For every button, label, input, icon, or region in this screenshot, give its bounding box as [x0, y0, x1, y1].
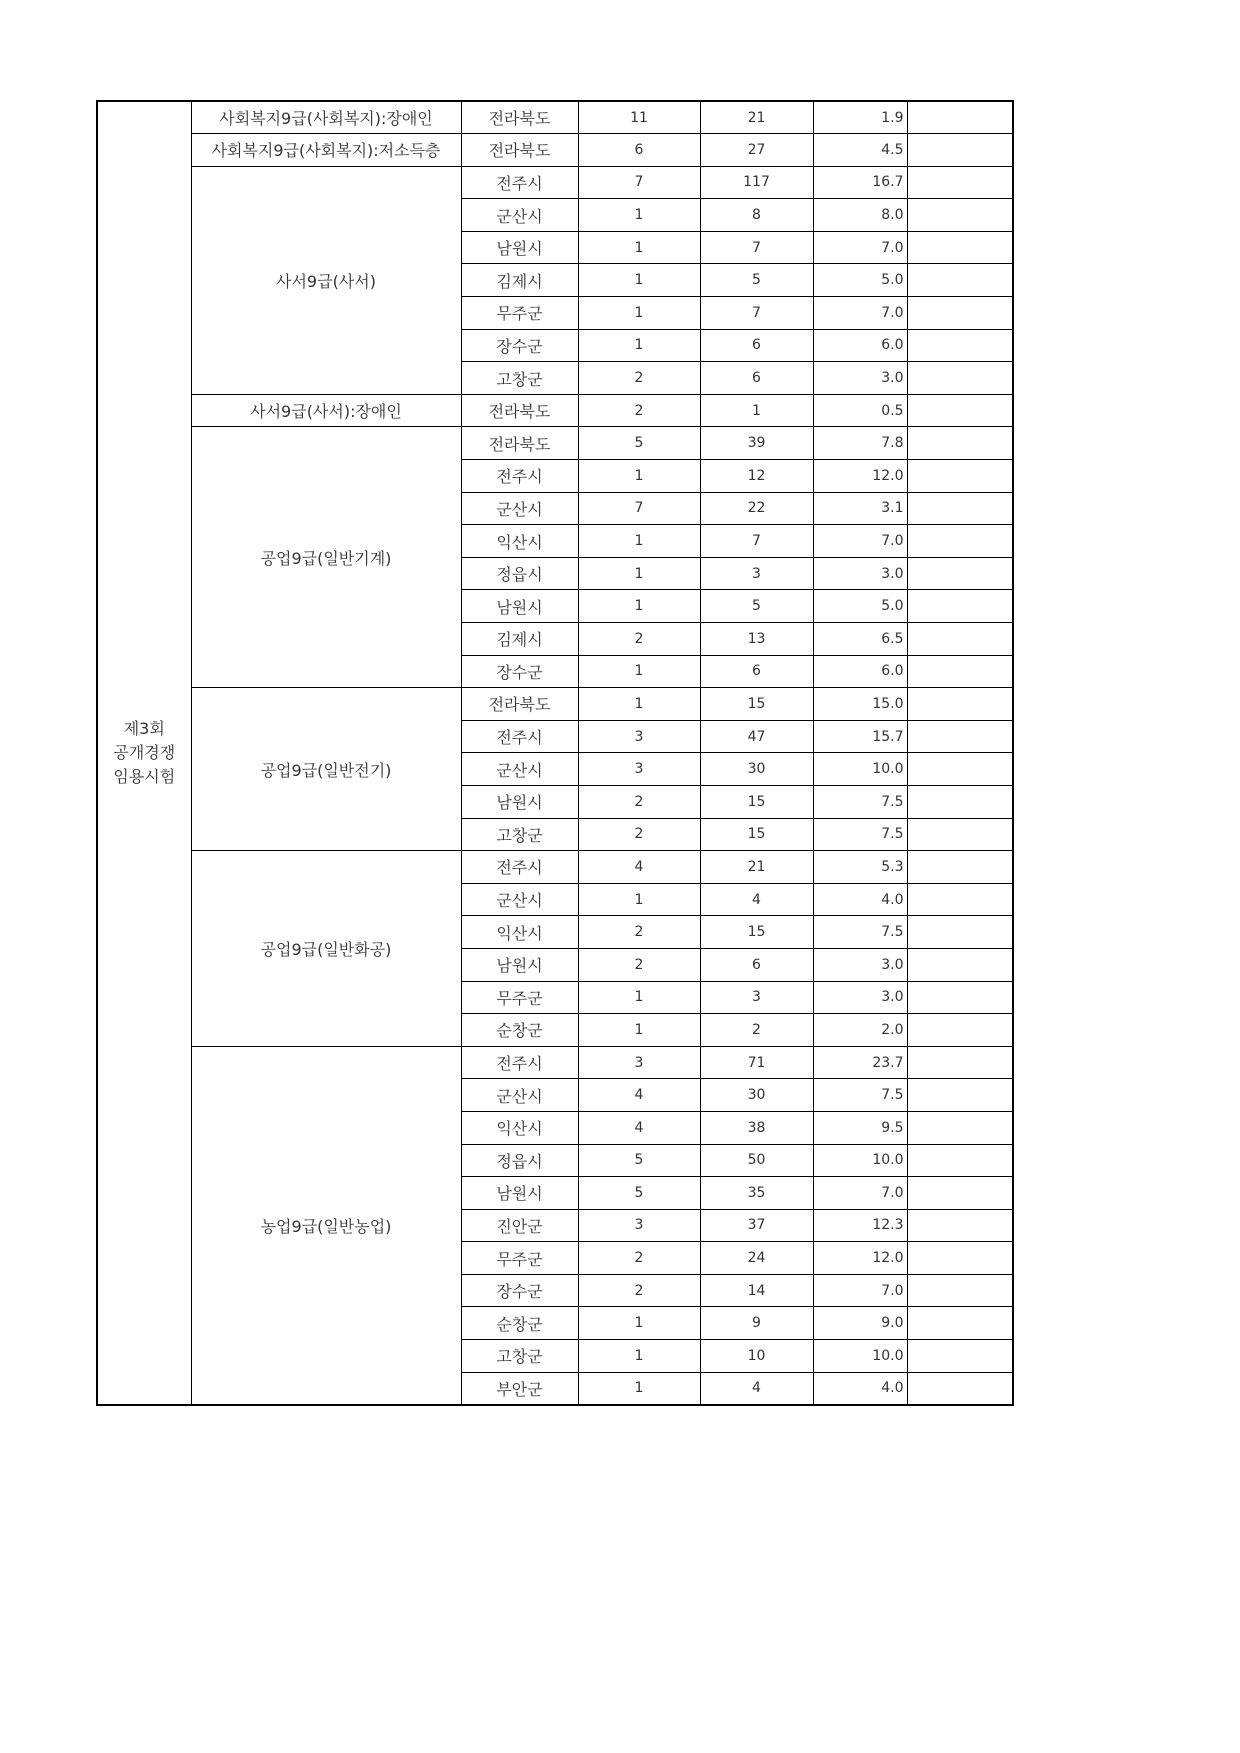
remarks-cell	[907, 427, 1013, 460]
remarks-cell	[907, 785, 1013, 818]
ratio-cell: 7.0	[813, 1274, 907, 1307]
remarks-cell	[907, 883, 1013, 916]
applicants-cell: 3	[700, 981, 813, 1014]
remarks-cell	[907, 916, 1013, 949]
openings-cell: 5	[578, 427, 700, 460]
region-cell: 김제시	[461, 623, 578, 656]
applicants-cell: 21	[700, 101, 813, 134]
openings-cell: 2	[578, 948, 700, 981]
ratio-cell: 1.9	[813, 101, 907, 134]
position-cell: 농업9급(일반농업)	[191, 1046, 461, 1405]
openings-cell: 5	[578, 1177, 700, 1210]
region-cell: 진안군	[461, 1209, 578, 1242]
ratio-cell: 3.0	[813, 981, 907, 1014]
ratio-cell: 3.0	[813, 557, 907, 590]
applicants-cell: 37	[700, 1209, 813, 1242]
region-cell: 전주시	[461, 851, 578, 884]
remarks-cell	[907, 720, 1013, 753]
region-cell: 군산시	[461, 883, 578, 916]
region-cell: 전주시	[461, 1046, 578, 1079]
applicants-cell: 117	[700, 166, 813, 199]
openings-cell: 4	[578, 1079, 700, 1112]
table-row	[97, 166, 1013, 199]
region-cell: 전라북도	[461, 427, 578, 460]
openings-cell: 6	[578, 134, 700, 167]
remarks-cell	[907, 655, 1013, 688]
openings-cell: 2	[578, 1274, 700, 1307]
table-row	[97, 427, 1013, 460]
region-cell: 장수군	[461, 329, 578, 362]
ratio-cell: 6.0	[813, 329, 907, 362]
ratio-cell: 10.0	[813, 753, 907, 786]
remarks-cell	[907, 297, 1013, 330]
ratio-cell: 0.5	[813, 394, 907, 427]
remarks-cell	[907, 1372, 1013, 1405]
ratio-cell: 7.8	[813, 427, 907, 460]
openings-cell: 2	[578, 785, 700, 818]
openings-cell: 2	[578, 818, 700, 851]
region-cell: 부안군	[461, 1372, 578, 1405]
applicants-cell: 3	[700, 557, 813, 590]
openings-cell: 11	[578, 101, 700, 134]
ratio-cell: 3.0	[813, 948, 907, 981]
ratio-cell: 9.5	[813, 1111, 907, 1144]
openings-cell: 1	[578, 1307, 700, 1340]
applicants-cell: 6	[700, 948, 813, 981]
openings-cell: 1	[578, 883, 700, 916]
applicants-cell: 39	[700, 427, 813, 460]
openings-cell: 4	[578, 851, 700, 884]
ratio-cell: 10.0	[813, 1144, 907, 1177]
applicants-cell: 13	[700, 623, 813, 656]
remarks-cell	[907, 1111, 1013, 1144]
exam-name-line: 제3회	[123, 718, 165, 738]
ratio-cell: 8.0	[813, 199, 907, 232]
ratio-cell: 12.0	[813, 460, 907, 493]
openings-cell: 2	[578, 394, 700, 427]
openings-cell: 1	[578, 460, 700, 493]
applicants-cell: 15	[700, 818, 813, 851]
position-cell: 사서9급(사서)	[191, 166, 461, 394]
applicants-cell: 2	[700, 1014, 813, 1047]
applicants-cell: 5	[700, 590, 813, 623]
position-cell: 공업9급(일반화공)	[191, 851, 461, 1047]
remarks-cell	[907, 1307, 1013, 1340]
region-cell: 무주군	[461, 297, 578, 330]
openings-cell: 1	[578, 525, 700, 558]
region-cell: 전라북도	[461, 134, 578, 167]
ratio-cell: 7.5	[813, 916, 907, 949]
openings-cell: 1	[578, 1014, 700, 1047]
region-cell: 순창군	[461, 1014, 578, 1047]
ratio-cell: 4.0	[813, 883, 907, 916]
remarks-cell	[907, 851, 1013, 884]
remarks-cell	[907, 1144, 1013, 1177]
remarks-cell	[907, 1209, 1013, 1242]
applicants-cell: 4	[700, 883, 813, 916]
remarks-cell	[907, 948, 1013, 981]
openings-cell: 2	[578, 362, 700, 395]
ratio-cell: 15.0	[813, 688, 907, 721]
ratio-cell: 4.0	[813, 1372, 907, 1405]
applicants-cell: 35	[700, 1177, 813, 1210]
openings-cell: 1	[578, 590, 700, 623]
ratio-cell: 2.0	[813, 1014, 907, 1047]
ratio-cell: 3.1	[813, 492, 907, 525]
applicants-cell: 38	[700, 1111, 813, 1144]
applicants-cell: 24	[700, 1242, 813, 1275]
applicants-cell: 10	[700, 1340, 813, 1373]
region-cell: 전라북도	[461, 101, 578, 134]
remarks-cell	[907, 1177, 1013, 1210]
openings-cell: 1	[578, 688, 700, 721]
ratio-cell: 7.0	[813, 231, 907, 264]
openings-cell: 4	[578, 1111, 700, 1144]
remarks-cell	[907, 362, 1013, 395]
remarks-cell	[907, 1274, 1013, 1307]
region-cell: 남원시	[461, 1177, 578, 1210]
openings-cell: 3	[578, 1046, 700, 1079]
applicants-cell: 7	[700, 525, 813, 558]
table-row	[97, 1046, 1013, 1079]
position-cell: 사회복지9급(사회복지):장애인	[191, 101, 461, 134]
region-cell: 무주군	[461, 1242, 578, 1275]
ratio-cell: 3.0	[813, 362, 907, 395]
region-cell: 정읍시	[461, 1144, 578, 1177]
ratio-cell: 7.0	[813, 525, 907, 558]
applicants-cell: 7	[700, 231, 813, 264]
ratio-cell: 10.0	[813, 1340, 907, 1373]
ratio-cell: 7.0	[813, 1177, 907, 1210]
applicants-cell: 5	[700, 264, 813, 297]
region-cell: 전주시	[461, 166, 578, 199]
remarks-cell	[907, 557, 1013, 590]
applicants-cell: 4	[700, 1372, 813, 1405]
openings-cell: 3	[578, 720, 700, 753]
region-cell: 군산시	[461, 492, 578, 525]
openings-cell: 7	[578, 492, 700, 525]
openings-cell: 1	[578, 981, 700, 1014]
openings-cell: 1	[578, 655, 700, 688]
remarks-cell	[907, 492, 1013, 525]
region-cell: 전라북도	[461, 394, 578, 427]
openings-cell: 1	[578, 199, 700, 232]
region-cell: 남원시	[461, 590, 578, 623]
applicants-cell: 15	[700, 688, 813, 721]
openings-cell: 2	[578, 623, 700, 656]
applicants-cell: 6	[700, 655, 813, 688]
exam-name-line: 임용시험	[113, 766, 176, 786]
region-cell: 고창군	[461, 362, 578, 395]
openings-cell: 5	[578, 1144, 700, 1177]
region-cell: 정읍시	[461, 557, 578, 590]
ratio-cell: 12.0	[813, 1242, 907, 1275]
ratio-cell: 7.0	[813, 297, 907, 330]
applicants-cell: 8	[700, 199, 813, 232]
openings-cell: 1	[578, 264, 700, 297]
remarks-cell	[907, 134, 1013, 167]
region-cell: 군산시	[461, 1079, 578, 1112]
ratio-cell: 4.5	[813, 134, 907, 167]
remarks-cell	[907, 329, 1013, 362]
ratio-cell: 5.3	[813, 851, 907, 884]
remarks-cell	[907, 753, 1013, 786]
applicants-cell: 15	[700, 785, 813, 818]
position-cell: 사회복지9급(사회복지):저소득층	[191, 134, 461, 167]
ratio-cell: 9.0	[813, 1307, 907, 1340]
applicants-cell: 6	[700, 362, 813, 395]
openings-cell: 1	[578, 557, 700, 590]
region-cell: 군산시	[461, 199, 578, 232]
region-cell: 전주시	[461, 460, 578, 493]
exam-name-line: 공개경쟁	[113, 742, 176, 762]
region-cell: 익산시	[461, 1111, 578, 1144]
table-row	[97, 134, 1013, 167]
region-cell: 고창군	[461, 818, 578, 851]
remarks-cell	[907, 818, 1013, 851]
openings-cell: 1	[578, 1372, 700, 1405]
applicants-cell: 7	[700, 297, 813, 330]
applicants-cell: 30	[700, 1079, 813, 1112]
region-cell: 순창군	[461, 1307, 578, 1340]
remarks-cell	[907, 1014, 1013, 1047]
remarks-cell	[907, 101, 1013, 134]
ratio-cell: 7.5	[813, 1079, 907, 1112]
ratio-cell: 15.7	[813, 720, 907, 753]
region-cell: 김제시	[461, 264, 578, 297]
applicants-cell: 71	[700, 1046, 813, 1079]
remarks-cell	[907, 166, 1013, 199]
applicants-cell: 21	[700, 851, 813, 884]
applicants-cell: 50	[700, 1144, 813, 1177]
ratio-cell: 23.7	[813, 1046, 907, 1079]
applicants-cell: 47	[700, 720, 813, 753]
ratio-cell: 6.0	[813, 655, 907, 688]
position-cell: 공업9급(일반기계)	[191, 427, 461, 688]
remarks-cell	[907, 623, 1013, 656]
ratio-cell: 7.5	[813, 818, 907, 851]
region-cell: 전라북도	[461, 688, 578, 721]
remarks-cell	[907, 1079, 1013, 1112]
region-cell: 익산시	[461, 525, 578, 558]
exam-name-cell	[97, 101, 191, 1405]
ratio-cell: 16.7	[813, 166, 907, 199]
remarks-cell	[907, 199, 1013, 232]
applicants-cell: 12	[700, 460, 813, 493]
openings-cell: 3	[578, 1209, 700, 1242]
openings-cell: 3	[578, 753, 700, 786]
openings-cell: 1	[578, 329, 700, 362]
remarks-cell	[907, 981, 1013, 1014]
region-cell: 장수군	[461, 655, 578, 688]
remarks-cell	[907, 525, 1013, 558]
region-cell: 무주군	[461, 981, 578, 1014]
openings-cell: 7	[578, 166, 700, 199]
ratio-cell: 5.0	[813, 264, 907, 297]
remarks-cell	[907, 590, 1013, 623]
region-cell: 전주시	[461, 720, 578, 753]
applicants-cell: 27	[700, 134, 813, 167]
remarks-cell	[907, 688, 1013, 721]
region-cell: 익산시	[461, 916, 578, 949]
remarks-cell	[907, 1046, 1013, 1079]
region-cell: 남원시	[461, 785, 578, 818]
region-cell: 남원시	[461, 948, 578, 981]
applicants-cell: 15	[700, 916, 813, 949]
table-row	[97, 101, 1013, 134]
openings-cell: 1	[578, 231, 700, 264]
applicants-cell: 6	[700, 329, 813, 362]
openings-cell: 2	[578, 1242, 700, 1275]
applicants-cell: 1	[700, 394, 813, 427]
region-cell: 남원시	[461, 231, 578, 264]
table-row	[97, 851, 1013, 884]
ratio-cell: 6.5	[813, 623, 907, 656]
remarks-cell	[907, 394, 1013, 427]
openings-cell: 2	[578, 916, 700, 949]
region-cell: 군산시	[461, 753, 578, 786]
remarks-cell	[907, 1242, 1013, 1275]
remarks-cell	[907, 231, 1013, 264]
ratio-cell: 7.5	[813, 785, 907, 818]
ratio-cell: 5.0	[813, 590, 907, 623]
applicants-cell: 22	[700, 492, 813, 525]
openings-cell: 1	[578, 1340, 700, 1373]
remarks-cell	[907, 264, 1013, 297]
applicants-cell: 30	[700, 753, 813, 786]
remarks-cell	[907, 460, 1013, 493]
table-row	[97, 394, 1013, 427]
table-row	[97, 688, 1013, 721]
exam-results-table	[96, 100, 1014, 1406]
position-cell: 공업9급(일반전기)	[191, 688, 461, 851]
ratio-cell: 12.3	[813, 1209, 907, 1242]
position-cell: 사서9급(사서):장애인	[191, 394, 461, 427]
region-cell: 장수군	[461, 1274, 578, 1307]
remarks-cell	[907, 1340, 1013, 1373]
openings-cell: 1	[578, 297, 700, 330]
applicants-cell: 14	[700, 1274, 813, 1307]
region-cell: 고창군	[461, 1340, 578, 1373]
applicants-cell: 9	[700, 1307, 813, 1340]
